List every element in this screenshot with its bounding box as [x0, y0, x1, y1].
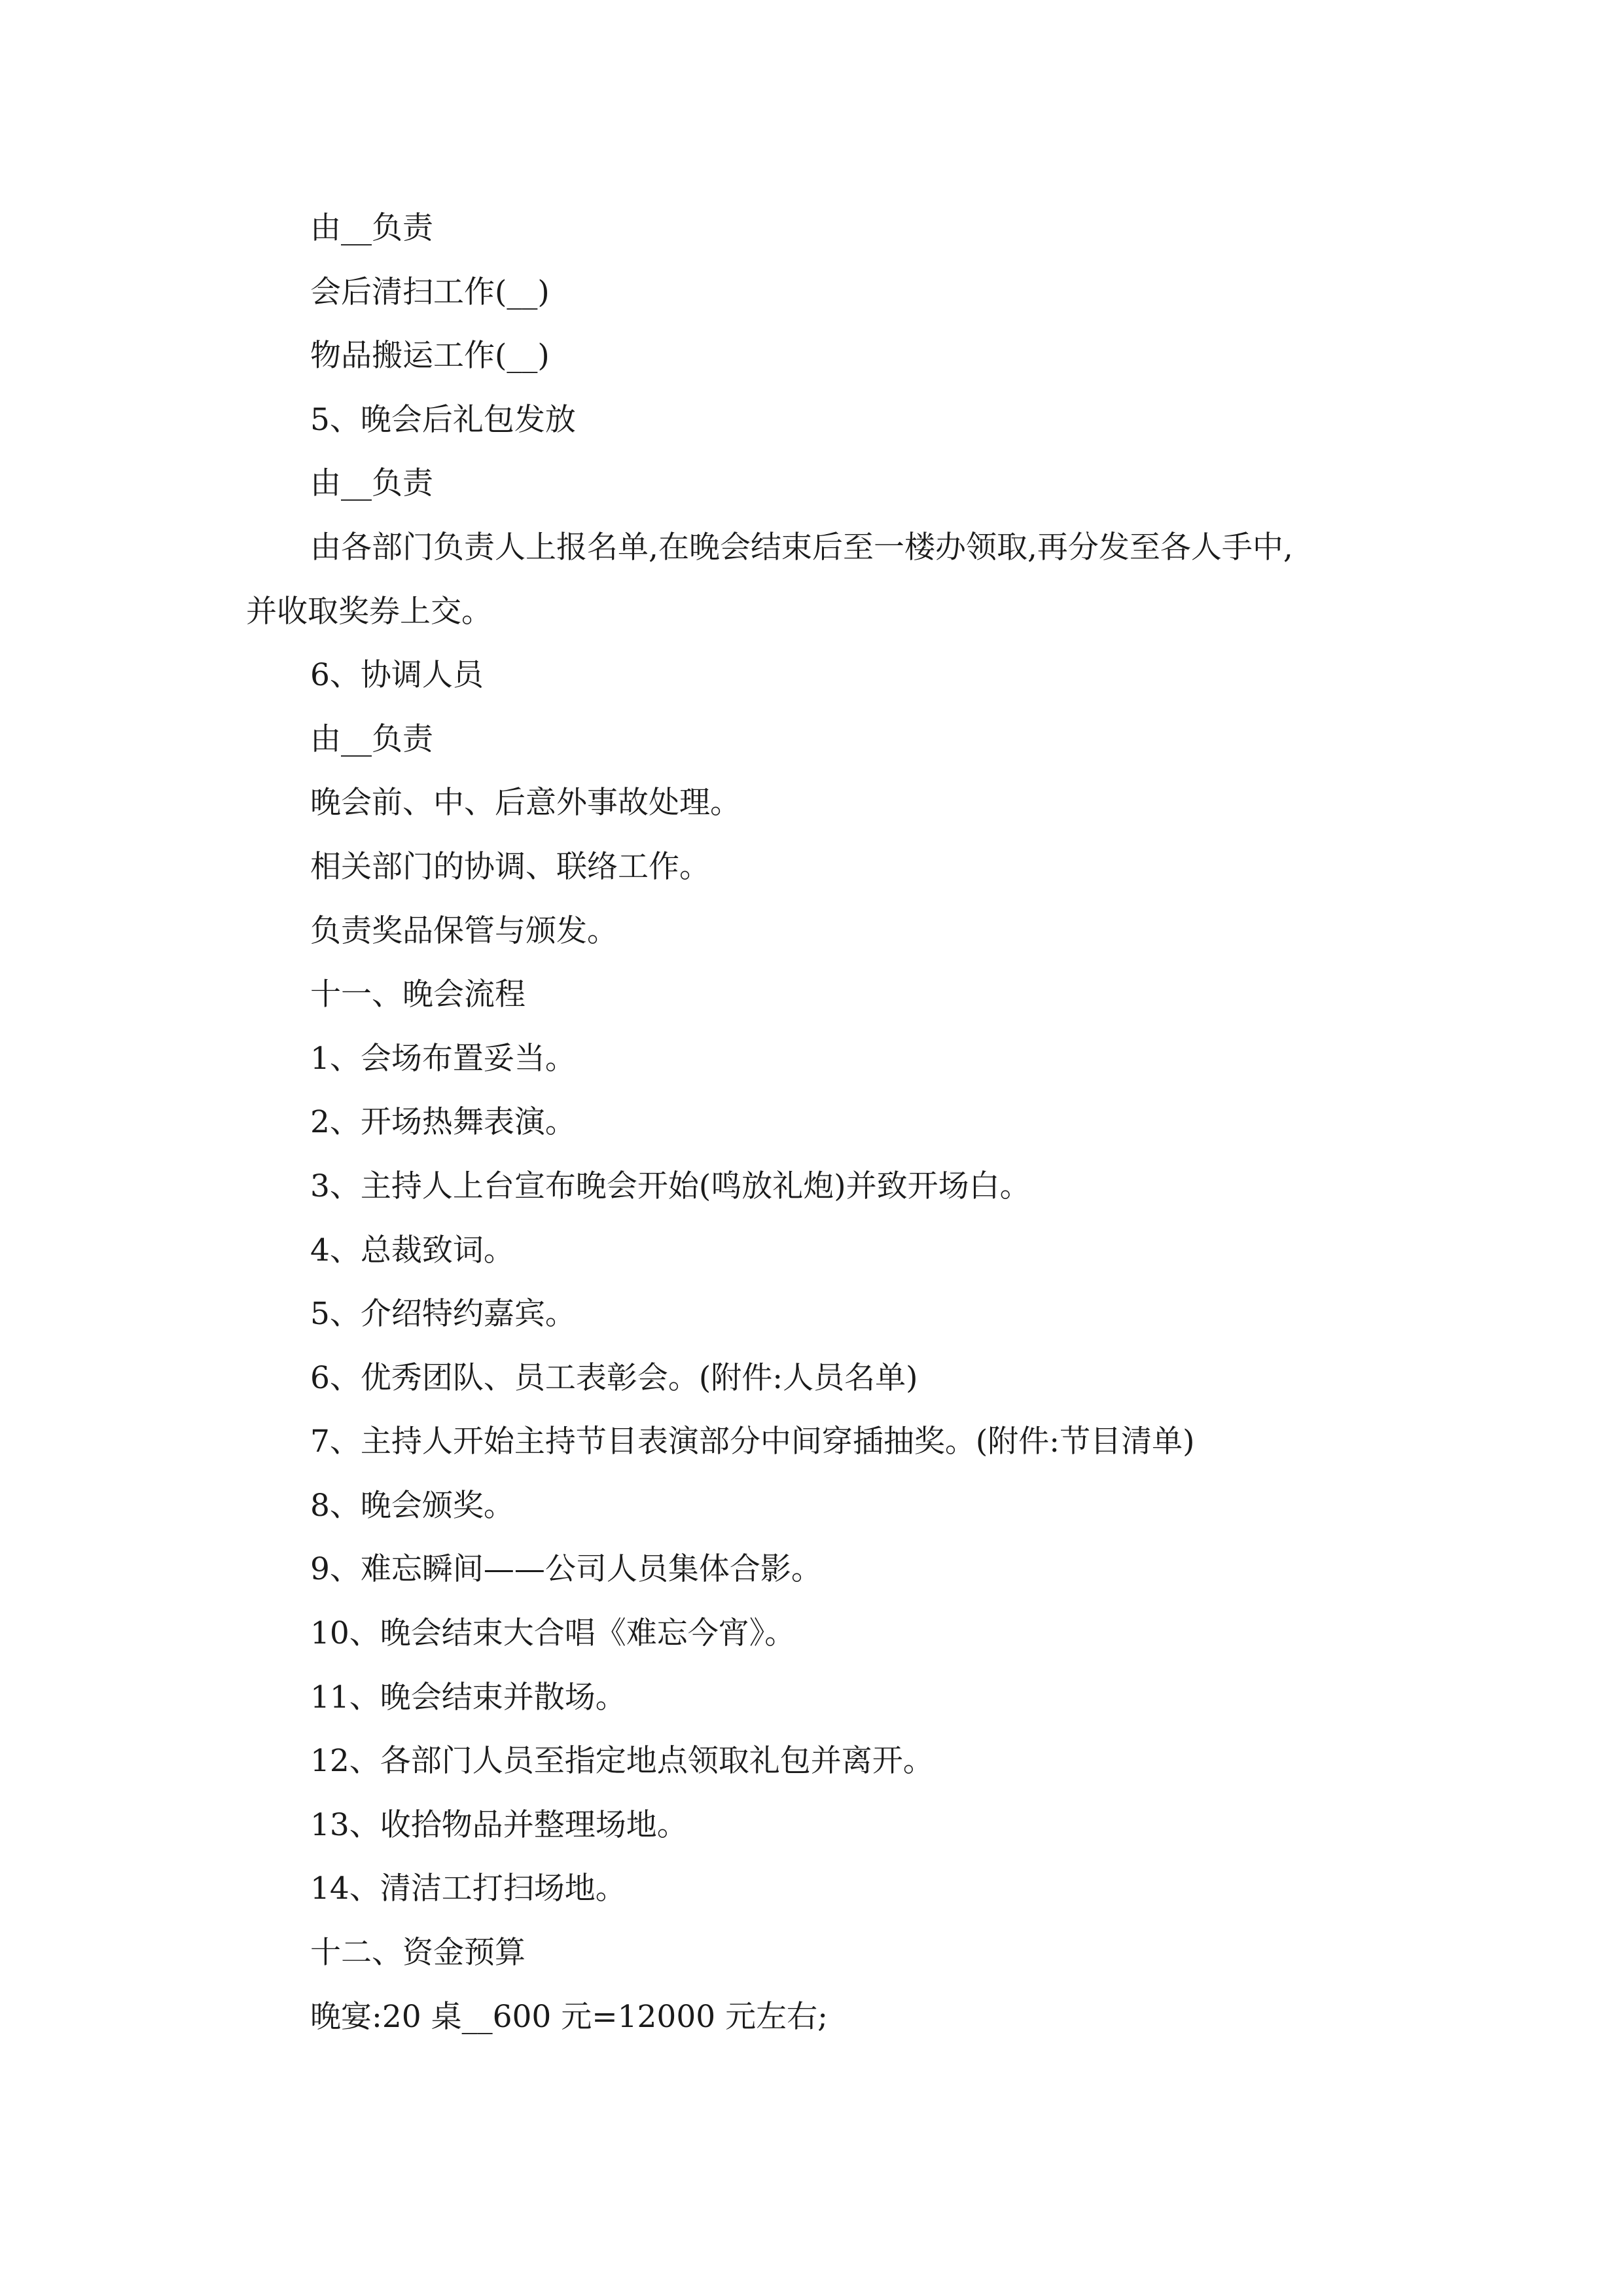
text-line: 相关部门的协调、联络工作。	[310, 848, 710, 885]
list-item: 13、收拾物品并整理场地。	[310, 1806, 688, 1843]
document-body	[246, 196, 1411, 2049]
list-item: 6、优秀团队、员工表彰会。(附件:人员名单)	[310, 1359, 918, 1396]
list-item: 5、介绍特约嘉宾。	[310, 1296, 576, 1333]
list-item: 8、晚会颁奖。	[310, 1487, 514, 1524]
list-item: 12、各部门人员至指定地点领取礼包并离开。	[310, 1743, 934, 1780]
list-item: 1、会场布置妥当。	[310, 1040, 576, 1077]
text-line: 由__负责	[310, 465, 433, 502]
section-heading: 十一、晚会流程	[310, 977, 526, 1013]
list-item: 9、难忘瞬间——公司人员集体合影。	[310, 1551, 822, 1588]
list-item: 4、总裁致词。	[310, 1232, 514, 1268]
text-line: 由__负责	[310, 210, 433, 246]
text-line: 由__负责	[310, 721, 433, 757]
section-item: 6、协调人员	[310, 657, 484, 694]
list-item: 3、主持人上台宣布晚会开始(鸣放礼炮)并致开场白。	[310, 1168, 1031, 1204]
text-line: 物品搬运工作(__)	[310, 338, 550, 374]
section-item: 5、晚会后礼包发放	[310, 401, 576, 438]
list-item: 11、晚会结束并散场。	[310, 1679, 626, 1715]
text-line-continuation: 并收取奖券上交。	[246, 593, 492, 630]
text-line: 晚宴:20 桌__600 元=12000 元左右;	[310, 1998, 828, 2035]
text-line: 负责奖品保管与颁发。	[310, 912, 618, 949]
section-heading: 十二、资金预算	[310, 1935, 526, 1971]
text-line: 由各部门负责人上报名单,在晚会结束后至一楼办领取,再分发至各人手中,	[310, 529, 1293, 565]
list-item: 2、开场热舞表演。	[310, 1104, 576, 1141]
text-line: 晚会前、中、后意外事故处理。	[310, 785, 741, 821]
text-line: 会后清扫工作(__)	[310, 274, 550, 310]
list-item: 7、主持人开始主持节目表演部分中间穿插抽奖。(附件:节目清单)	[310, 1424, 1195, 1460]
list-item: 14、清洁工打扫场地。	[310, 1871, 626, 1907]
list-item: 10、晚会结束大合唱《难忘今宵》。	[310, 1615, 796, 1652]
